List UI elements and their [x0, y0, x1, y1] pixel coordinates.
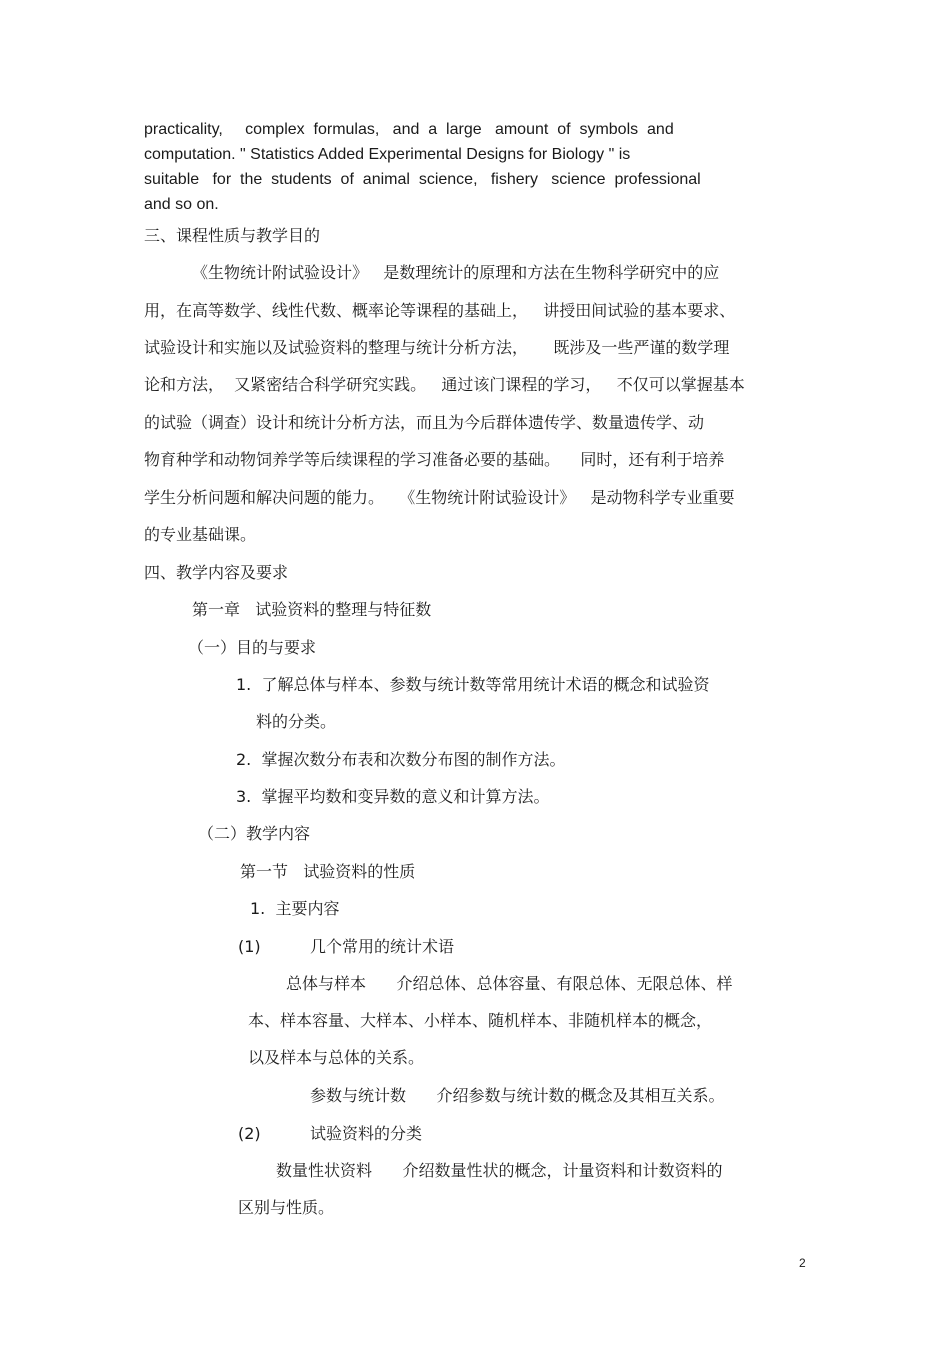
english-line-2: computation. " Statistics Added Experimental Designs for Biology " is — [144, 146, 631, 163]
content-heading: （二）教学内容 — [198, 824, 311, 843]
section-3-para-line-7: 学生分析问题和解决问题的能力。 《生物统计附试验设计》 是动物科学专业重要 — [144, 488, 735, 507]
item-1-para-line-4: 参数与统计数 介绍参数与统计数的概念及其相互关系。 — [310, 1086, 725, 1105]
goal-1-line-1: 1. 了解总体与样本、参数与统计数等常用统计术语的概念和试验资 — [236, 675, 710, 694]
item-2-para-line-2: 区别与性质。 — [238, 1198, 335, 1217]
goal-3: 3. 掌握平均数和变异数的意义和计算方法。 — [236, 787, 550, 806]
item-1-para-line-3: 以及样本与总体的关系。 — [248, 1048, 425, 1067]
main-content-label: 1. 主要内容 — [250, 899, 340, 918]
section-3-para-line-4: 论和方法， 又紧密结合科学研究实践。 通过该门课程的学习， 不仅可以掌握基本 — [144, 375, 745, 394]
section-3-para-line-2: 用，在高等数学、线性代数、概率论等课程的基础上， 讲授田间试验的基本要求、 — [144, 301, 736, 320]
section-3-para-line-6: 物育种学和动物饲养学等后续课程的学习准备必要的基础。 同时，还有利于培养 — [144, 450, 725, 469]
section-4-heading: 四、教学内容及要求 — [144, 563, 289, 582]
section-3-para-line-3: 试验设计和实施以及试验资料的整理与统计分析方法， 既涉及一些严谨的数学理 — [144, 338, 730, 357]
item-2-number: (2) — [238, 1124, 261, 1143]
english-line-1-text: practicality, complex formulas, and a large amount of symbols and — [144, 121, 674, 138]
section-3-para-line-1: 《生物统计附试验设计》 是数理统计的原理和方法在生物科学研究中的应 — [192, 263, 720, 282]
chapter-1-title: 第一章 试验资料的整理与特征数 — [192, 600, 432, 619]
section-3-para-line-8: 的专业基础课。 — [144, 525, 257, 544]
item-1-para-line-2: 本、样本容量、大样本、小样本、随机样本、非随机样本的概念， — [248, 1011, 713, 1030]
section-3-para-line-5: 的试验（调查）设计和统计分析方法，而且为今后群体遗传学、数量遗传学、动 — [144, 413, 705, 432]
item-1-para-line-1: 总体与样本 介绍总体、总体容量、有限总体、无限总体、样 — [286, 974, 733, 993]
page-number: 2 — [799, 1256, 806, 1270]
english-line-1 — [144, 122, 808, 138]
section-1-title: 第一节 试验资料的性质 — [240, 862, 416, 881]
goals-heading: （一）目的与要求 — [188, 638, 317, 657]
item-2-title: 试验资料的分类 — [310, 1124, 423, 1143]
goal-1-line-2: 料的分类。 — [256, 712, 337, 731]
item-1-title: 几个常用的统计术语 — [310, 937, 455, 956]
english-line-3: suitable for the students of animal science, fishery science professional — [144, 171, 701, 188]
item-1-number: (1) — [238, 937, 261, 956]
section-3-heading: 三、课程性质与教学目的 — [144, 226, 321, 245]
goal-2: 2. 掌握次数分布表和次数分布图的制作方法。 — [236, 750, 566, 769]
item-2-para-line-1: 数量性状资料 介绍数量性状的概念，计量资料和计数资料的 — [276, 1161, 723, 1180]
english-line-4: and so on. — [144, 196, 219, 213]
